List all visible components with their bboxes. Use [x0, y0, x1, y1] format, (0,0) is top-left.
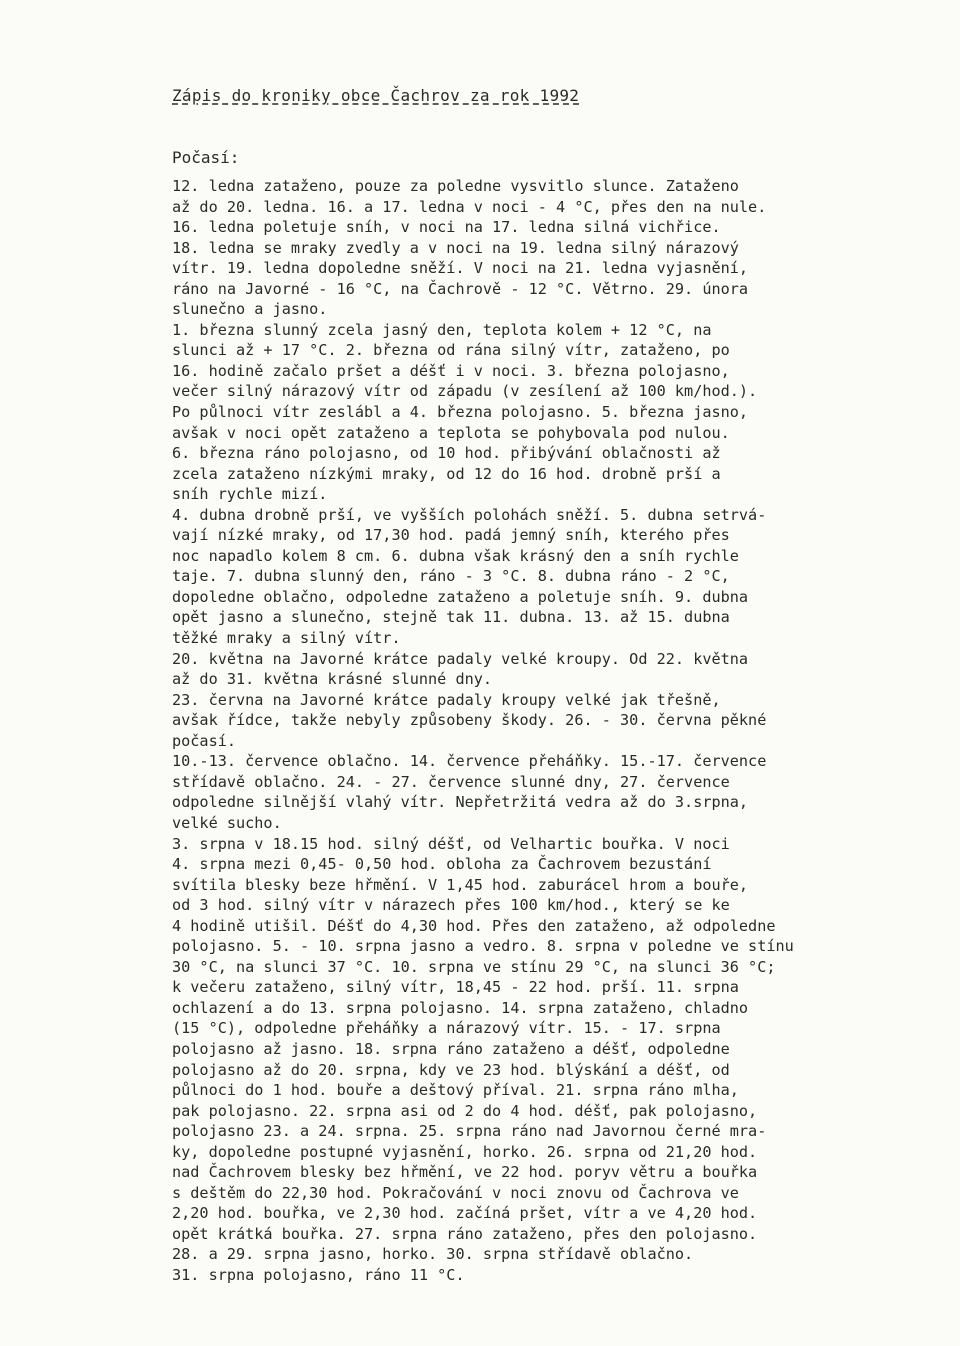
text-line: ky, dopoledne postupné vyjasnění, horko. 26. srpna od 21,20 hod.: [172, 1142, 758, 1161]
text-line: polojasno. 5. - 10. srpna jasno a vedro. 8. srpna v poledne ve stínu: [172, 937, 794, 956]
text-line: 30 °C, na slunci 37 °C. 10. srpna ve stínu 29 °C, na slunci 36 °C;: [172, 957, 776, 976]
text-line: 2,20 hod. bouřka, ve 2,30 hod. začíná pršet, vítr a ve 4,20 hod.: [172, 1204, 758, 1223]
text-line: svítila blesky beze hřmění. V 1,45 hod. zaburácel hrom a bouře,: [172, 875, 749, 894]
text-line: ráno na Javorné - 16 °C, na Čachrově - 12 °C. Větrno. 29. února: [172, 279, 749, 298]
document-title: Zápis do kroniky obce Čachrov za rok 1992: [172, 86, 580, 105]
text-line: 23. června na Javorné krátce padaly kroupy velké jak třešně,: [172, 690, 721, 709]
text-line: 4. srpna mezi 0,45- 0,50 hod. obloha za Čachrovem bezustání: [172, 855, 712, 874]
text-line: ochlazení a do 13. srpna polojasno. 14. srpna zataženo, chladno: [172, 998, 749, 1017]
text-line: sníh rychle mizí.: [172, 485, 328, 504]
text-line: 6. března ráno polojasno, od 10 hod. přibývání oblačnosti až: [172, 444, 721, 463]
text-line: pak polojasno. 22. srpna asi od 2 do 4 hod. déšť, pak polojasno,: [172, 1101, 758, 1120]
text-line: 16. hodině začalo pršet a déšť i v noci. 3. března polojasno,: [172, 361, 730, 380]
text-line: půlnoci do 1 hod. bouře a deštový příval. 21. srpna ráno mlha,: [172, 1081, 739, 1100]
text-line: velké sucho.: [172, 813, 282, 832]
text-line: (15 °C), odpoledne přeháňky a nárazový vítr. 15. - 17. srpna: [172, 1019, 721, 1038]
text-line: slunci až + 17 °C. 2. března od rána silný vítr, zataženo, po: [172, 341, 730, 360]
section-label-weather: Počasí:: [172, 148, 240, 167]
text-line: polojasno až do 20. srpna, kdy ve 23 hod. blýskání a déšť, od: [172, 1060, 730, 1079]
text-line: vají nízké mraky, od 17,30 hod. padá jemný sníh, kterého přes: [172, 526, 730, 545]
text-line: slunečno a jasno.: [172, 300, 328, 319]
text-line: avšak řídce, takže nebyly způsobeny škody. 26. - 30. června pěkné: [172, 711, 767, 730]
text-line: taje. 7. dubna slunný den, ráno - 3 °C. 8. dubna ráno - 2 °C,: [172, 567, 730, 586]
text-line: dopoledne oblačno, odpoledne zataženo a poletuje sníh. 9. dubna: [172, 587, 749, 606]
text-line: 1. března slunný zcela jasný den, teplota kolem + 12 °C, na: [172, 320, 712, 339]
text-line: Po půlnoci vítr zeslábl a 4. března polojasno. 5. března jasno,: [172, 403, 749, 422]
text-line: opět krátká bouřka. 27. srpna ráno zataženo, přes den polojasno.: [172, 1224, 758, 1243]
text-line: 16. ledna poletuje sníh, v noci na 17. ledna silná vichřice.: [172, 218, 721, 237]
text-line: 31. srpna polojasno, ráno 11 °C.: [172, 1265, 465, 1284]
text-line: nad Čachrovem blesky bez hřmění, ve 22 hod. poryv větru a bouřka: [172, 1163, 758, 1182]
text-line: 12. ledna zataženo, pouze za poledne vysvitlo slunce. Zataženo: [172, 177, 739, 195]
text-line: střídavě oblačno. 24. - 27. července slunné dny, 27. července: [172, 772, 730, 791]
text-line: opět jasno a slunečno, stejně tak 11. dubna. 13. až 15. dubna: [172, 608, 730, 627]
text-line: vítr. 19. ledna dopoledne sněží. V noci na 21. ledna vyjasnění,: [172, 259, 749, 278]
text-line: 28. a 29. srpna jasno, horko. 30. srpna střídavě oblačno.: [172, 1245, 694, 1264]
text-line: polojasno 23. a 24. srpna. 25. srpna ráno nad Javornou černé mra-: [172, 1122, 767, 1141]
text-line: počasí.: [172, 731, 237, 750]
text-line: s deštěm do 22,30 hod. Pokračování v noci znovu od Čachrova ve: [172, 1183, 739, 1202]
text-line: 4 hodině utišil. Déšť do 4,30 hod. Přes den zataženo, až odpoledne: [172, 916, 776, 935]
text-line: těžké mraky a silný vítr.: [172, 629, 401, 648]
text-line: 20. května na Javorné krátce padaly velké kroupy. Od 22. května: [172, 649, 749, 668]
text-line: večer silný nárazový vítr od západu (v zesílení až 100 km/hod.).: [172, 382, 758, 401]
text-line: 4. dubna drobně prší, ve vyšších polohách sněží. 5. dubna setrvá-: [172, 505, 767, 524]
text-line: polojasno až jasno. 18. srpna ráno zataženo a déšť, odpoledne: [172, 1039, 730, 1058]
text-line: až do 31. května krásné slunné dny.: [172, 670, 493, 689]
text-line: 18. ledna se mraky zvedly a v noci na 19. ledna silný nárazový: [172, 238, 739, 257]
text-line: 10.-13. července oblačno. 14. července přeháňky. 15.-17. července: [172, 752, 767, 771]
text-line: avšak v noci opět zataženo a teplota se pohybovala pod nulou.: [172, 423, 730, 442]
text-line: až do 20. ledna. 16. a 17. ledna v noci - 4 °C, přes den na nule.: [172, 197, 767, 216]
text-line: noc napadlo kolem 8 cm. 6. dubna však krásný den a sníh rychle: [172, 546, 739, 565]
text-line: odpoledne silnější vlahý vítr. Nepřetržitá vedra až do 3.srpna,: [172, 793, 749, 812]
text-line: 3. srpna v 18.15 hod. silný déšť, od Velhartic bouřka. V noci: [172, 834, 730, 853]
text-line: k večeru zataženo, silný vítr, 18,45 - 22 hod. prší. 11. srpna: [172, 978, 739, 997]
text-line: od 3 hod. silný vítr v nárazech přes 100 km/hod., který se ke: [172, 896, 730, 915]
weather-record-text: [172, 176, 932, 1286]
text-line: zcela zataženo nízkými mraky, od 12 do 16 hod. drobně prší a: [172, 464, 721, 483]
